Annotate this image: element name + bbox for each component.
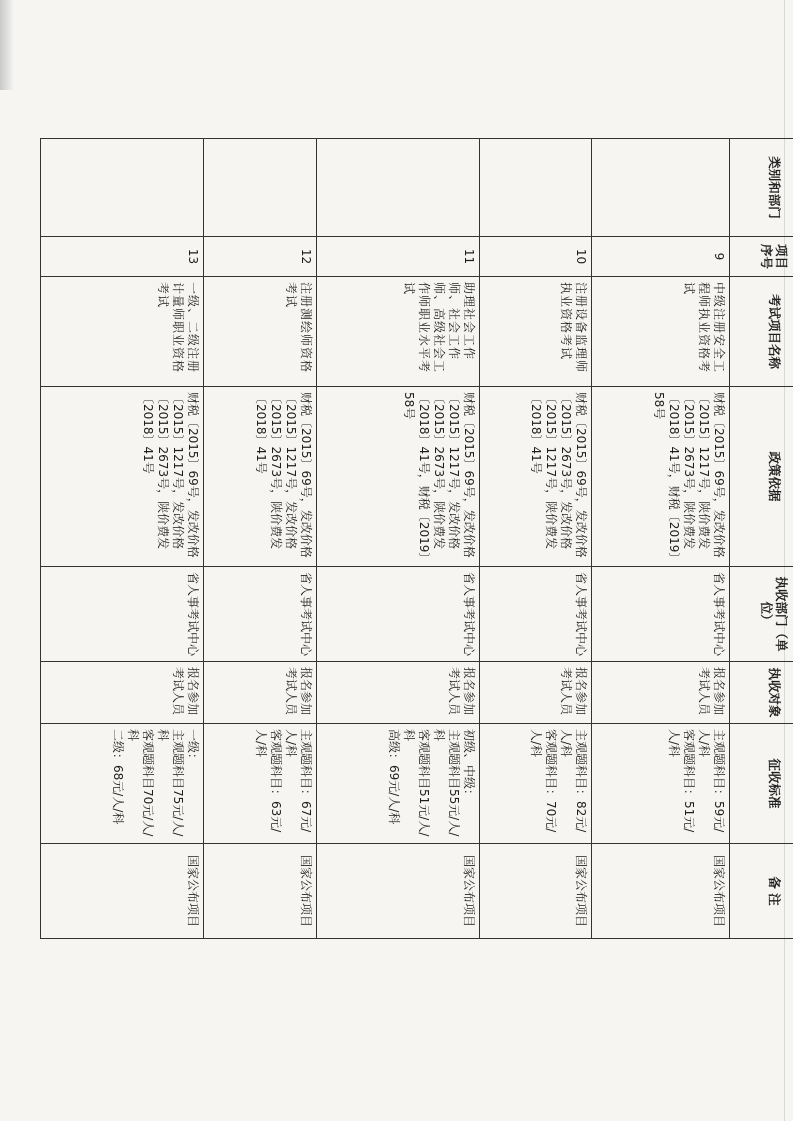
cell-seq: 11 [316, 237, 479, 277]
cell-category [41, 139, 204, 237]
header-remark: 备 注 [730, 844, 793, 939]
table-header-row [730, 139, 793, 939]
cell-standard: 初级、中级： 主观题科目55元/人/科 客观题科目51元/人/科 高级：69元/人/科 [316, 724, 479, 844]
fee-table [40, 138, 793, 939]
cell-remark: 国家公布项目 [479, 844, 592, 939]
cell-seq: 10 [479, 237, 592, 277]
cell-remark: 国家公布项目 [592, 844, 730, 939]
cell-dept: 省人事考试中心 [479, 567, 592, 662]
cell-dept: 省人事考试中心 [592, 567, 730, 662]
cell-target: 报名参加考试人员 [592, 662, 730, 724]
cell-basis: 财税〔2015〕69号，发改价格〔2015〕1217号，陕价费发〔2015〕2673号，陕价费发〔2018〕41号，财税〔2019〕58号 [592, 387, 730, 567]
cell-category [316, 139, 479, 237]
header-standard: 征收标准 [730, 724, 793, 844]
cell-remark: 国家公布项目 [204, 844, 317, 939]
cell-dept: 省人事考试中心 [41, 567, 204, 662]
cell-seq: 12 [204, 237, 317, 277]
cell-seq: 13 [41, 237, 204, 277]
fee-table-sheet [40, 138, 793, 927]
cell-target: 报名参加考试人员 [316, 662, 479, 724]
cell-basis: 财税〔2015〕69号，发改价格〔2015〕1217号，发改价格〔2015〕2673号，陕价费发〔2018〕41号，财税〔2019〕58号 [316, 387, 479, 567]
table-row [479, 139, 592, 939]
cell-remark: 国家公布项目 [316, 844, 479, 939]
table-row [592, 139, 730, 939]
cell-name: 注册测绘师资格考试 [204, 277, 317, 387]
cell-target: 报名参加考试人员 [41, 662, 204, 724]
scan-edge-shadow [0, 0, 14, 90]
header-category: 类别和部门 [730, 139, 793, 237]
cell-category [204, 139, 317, 237]
header-target: 执收对象 [730, 662, 793, 724]
header-dept: 执收部门（单位） [730, 567, 793, 662]
header-basis: 政策依据 [730, 387, 793, 567]
cell-name: 中级注册安全工程师执业资格考试 [592, 277, 730, 387]
cell-target: 报名参加考试人员 [204, 662, 317, 724]
cell-target: 报名参加考试人员 [479, 662, 592, 724]
cell-dept: 省人事考试中心 [204, 567, 317, 662]
table-row [316, 139, 479, 939]
cell-basis: 财税〔2015〕69号，发改价格〔2015〕1217号，发改价格〔2015〕2673号，陕价费发〔2018〕41号 [204, 387, 317, 567]
cell-standard: 主观题科目：82元/人/科 客观题科目：70元/人/科 [479, 724, 592, 844]
cell-standard: 主观题科目：67元/人/科 客观题科目：63元/人/科 [204, 724, 317, 844]
cell-category [479, 139, 592, 237]
cell-dept: 省人事考试中心 [316, 567, 479, 662]
cell-standard: 主观题科目：59元/人/科 客观题科目：51元/人/科 [592, 724, 730, 844]
cell-remark: 国家公布项目 [41, 844, 204, 939]
cell-basis: 财税〔2015〕69号，发改价格〔2015〕1217号，发改价格〔2015〕2673号，陕价费发〔2018〕41号 [41, 387, 204, 567]
cell-seq: 9 [592, 237, 730, 277]
cell-name: 一级、二级注册计量师职业资格考试 [41, 277, 204, 387]
header-name: 考试项目名称 [730, 277, 793, 387]
cell-name: 助理社会工作师、社会工作师、高级社会工作师职业水平考试 [316, 277, 479, 387]
table-row [204, 139, 317, 939]
cell-standard: 一级： 主观题科目75元/人/科 客观题科目70元/人/科 二级：68元/人/科 [41, 724, 204, 844]
table-row [41, 139, 204, 939]
header-seq: 项目序号 [730, 237, 793, 277]
cell-name: 注册设备监理师执业资格考试 [479, 277, 592, 387]
cell-category [592, 139, 730, 237]
cell-basis: 财税〔2015〕69号，发改价格〔2015〕2673号，发改价格〔2015〕1217号，陕价费发〔2018〕41号 [479, 387, 592, 567]
